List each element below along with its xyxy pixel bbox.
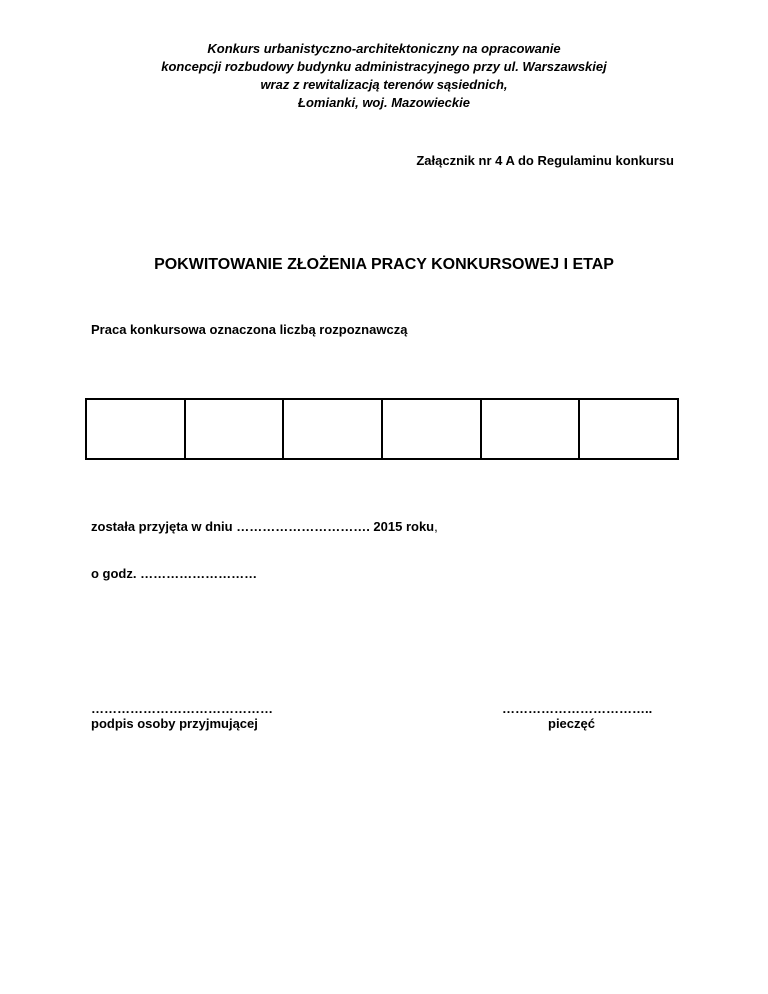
competition-header [0, 40, 768, 112]
digit-box-4[interactable] [383, 400, 482, 458]
header-line: koncepcji rozbudowy budynku administracyjnego przy ul. Warszawskiej [161, 59, 607, 74]
accepted-date-line [91, 519, 438, 534]
header-line: Łomianki, woj. Mazowieckie [298, 95, 470, 110]
stamp-line: …………………………….. [502, 701, 653, 716]
digit-box-3[interactable] [284, 400, 383, 458]
accepted-date-text: została przyjęta w dniu …………………………. 2015 roku [91, 519, 435, 534]
digit-box-1[interactable] [87, 400, 186, 458]
digit-box-5[interactable] [482, 400, 581, 458]
stamp-label: pieczęć [548, 716, 595, 731]
accepted-time-line: o godz. ……………………… [91, 566, 258, 581]
digit-box-6[interactable] [580, 400, 677, 458]
work-identification-label: Praca konkursowa oznaczona liczbą rozpoznawczą [91, 322, 408, 337]
signature-line: …………………………………… [91, 701, 273, 716]
header-line: Konkurs urbanistyczno-architektoniczny na opracowanie [207, 41, 561, 56]
document-title: POKWITOWANIE ZŁOŻENIA PRACY KONKURSOWEJ I ETAP [154, 256, 614, 273]
digit-box-2[interactable] [186, 400, 285, 458]
header-line: wraz z rewitalizacją terenów sąsiednich, [260, 77, 508, 92]
annex-reference: Załącznik nr 4 A do Regulaminu konkursu [416, 153, 674, 168]
identification-number-boxes [85, 398, 679, 460]
accepted-date-comma: , [434, 519, 438, 534]
signature-label: podpis osoby przyjmującej [91, 716, 258, 731]
